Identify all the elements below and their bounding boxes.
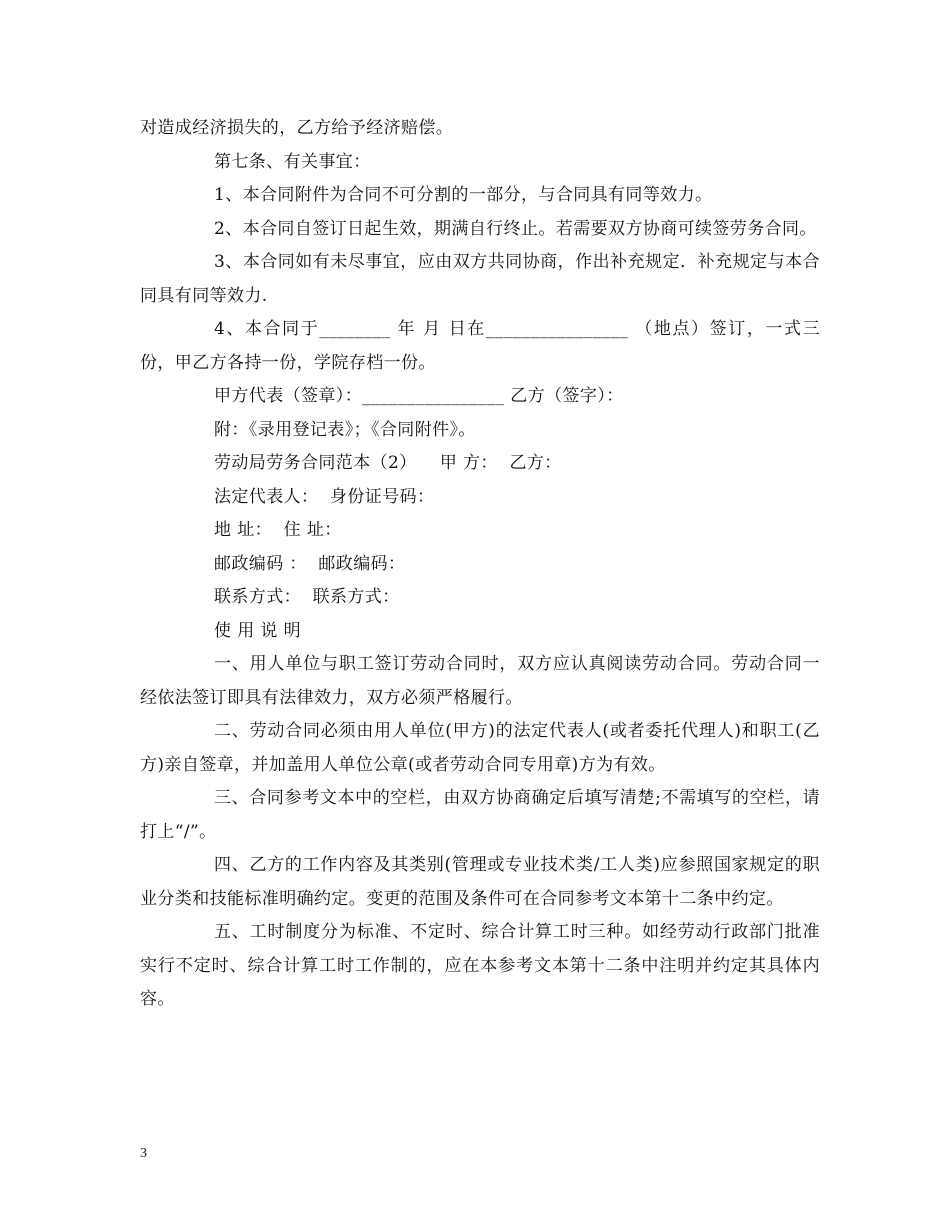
paragraph-4: 2、本合同自签订日起生效，期满自行终止。若需要双方协商可续签劳务合同。	[214, 218, 817, 239]
paragraph-18: 四、乙方的工作内容及其类别(管理或专业技术类/工人类)应参照国家规定的职业分类和技能标准明确约定。变更的范围及条件可在合同参考文本第十二条中约定。	[140, 855, 820, 909]
paragraph-13: 联系方式： 联系方式：	[214, 587, 400, 607]
paragraph-1: 对造成经济损失的，乙方给予经济赔偿。	[140, 118, 454, 138]
paragraph-7: 甲方代表（签章）：________________ 乙方（签字）：	[214, 386, 624, 406]
paragraph-9: 劳动局劳务合同范本（2） 甲 方： 乙方：	[214, 453, 562, 473]
paragraph-3: 1、本合同附件为合同不可分割的一部分，与合同具有同等效力。	[214, 185, 713, 205]
paragraph-5: 3、本合同如有未尽事宜，应由双方共同协商，作出补充规定．补充规定与本合同具有同等效力.	[140, 252, 820, 306]
document-body	[140, 112, 820, 1017]
paragraph-14: 使 用 说 明	[214, 620, 302, 641]
paragraph-10: 法定代表人： 身份证号码：	[214, 486, 435, 507]
paragraph-6: 4、本合同于________ 年 月 日在________________ （地点）签订，一式三份，甲乙方各持一份，学院存档一份。	[140, 319, 820, 373]
paragraph-12: 邮政编码 ： 邮政编码：	[214, 553, 406, 574]
paragraph-8: 附：《录用登记表》；《合同附件》。	[214, 419, 476, 440]
paragraph-16: 二、劳动合同必须由用人单位(甲方)的法定代表人(或者委托代理人)和职工(乙方)亲自签章，并加盖用人单位公章(或者劳动合同专用章)方为有效。	[140, 721, 820, 775]
paragraph-17: 三、合同参考文本中的空栏，由双方协商确定后填写清楚;不需填写的空栏，请打上“/”。	[140, 788, 820, 842]
paragraph-19: 五、工时制度分为标准、不定时、综合计算工时三种。如经劳动行政部门批准实行不定时、综合计算工时工作制的，应在本参考文本第十二条中注明并约定其具体内容。	[140, 922, 820, 1009]
page-number: 3	[140, 1146, 147, 1161]
paragraph-15: 一、用人单位与职工签订劳动合同时，双方应认真阅读劳动合同。劳动合同一经依法签订即具有法律效力，双方必须严格履行。	[140, 654, 820, 708]
paragraph-11: 地 址： 住 址：	[214, 520, 342, 540]
paragraph-2: 第七条、有关事宜：	[214, 151, 371, 172]
